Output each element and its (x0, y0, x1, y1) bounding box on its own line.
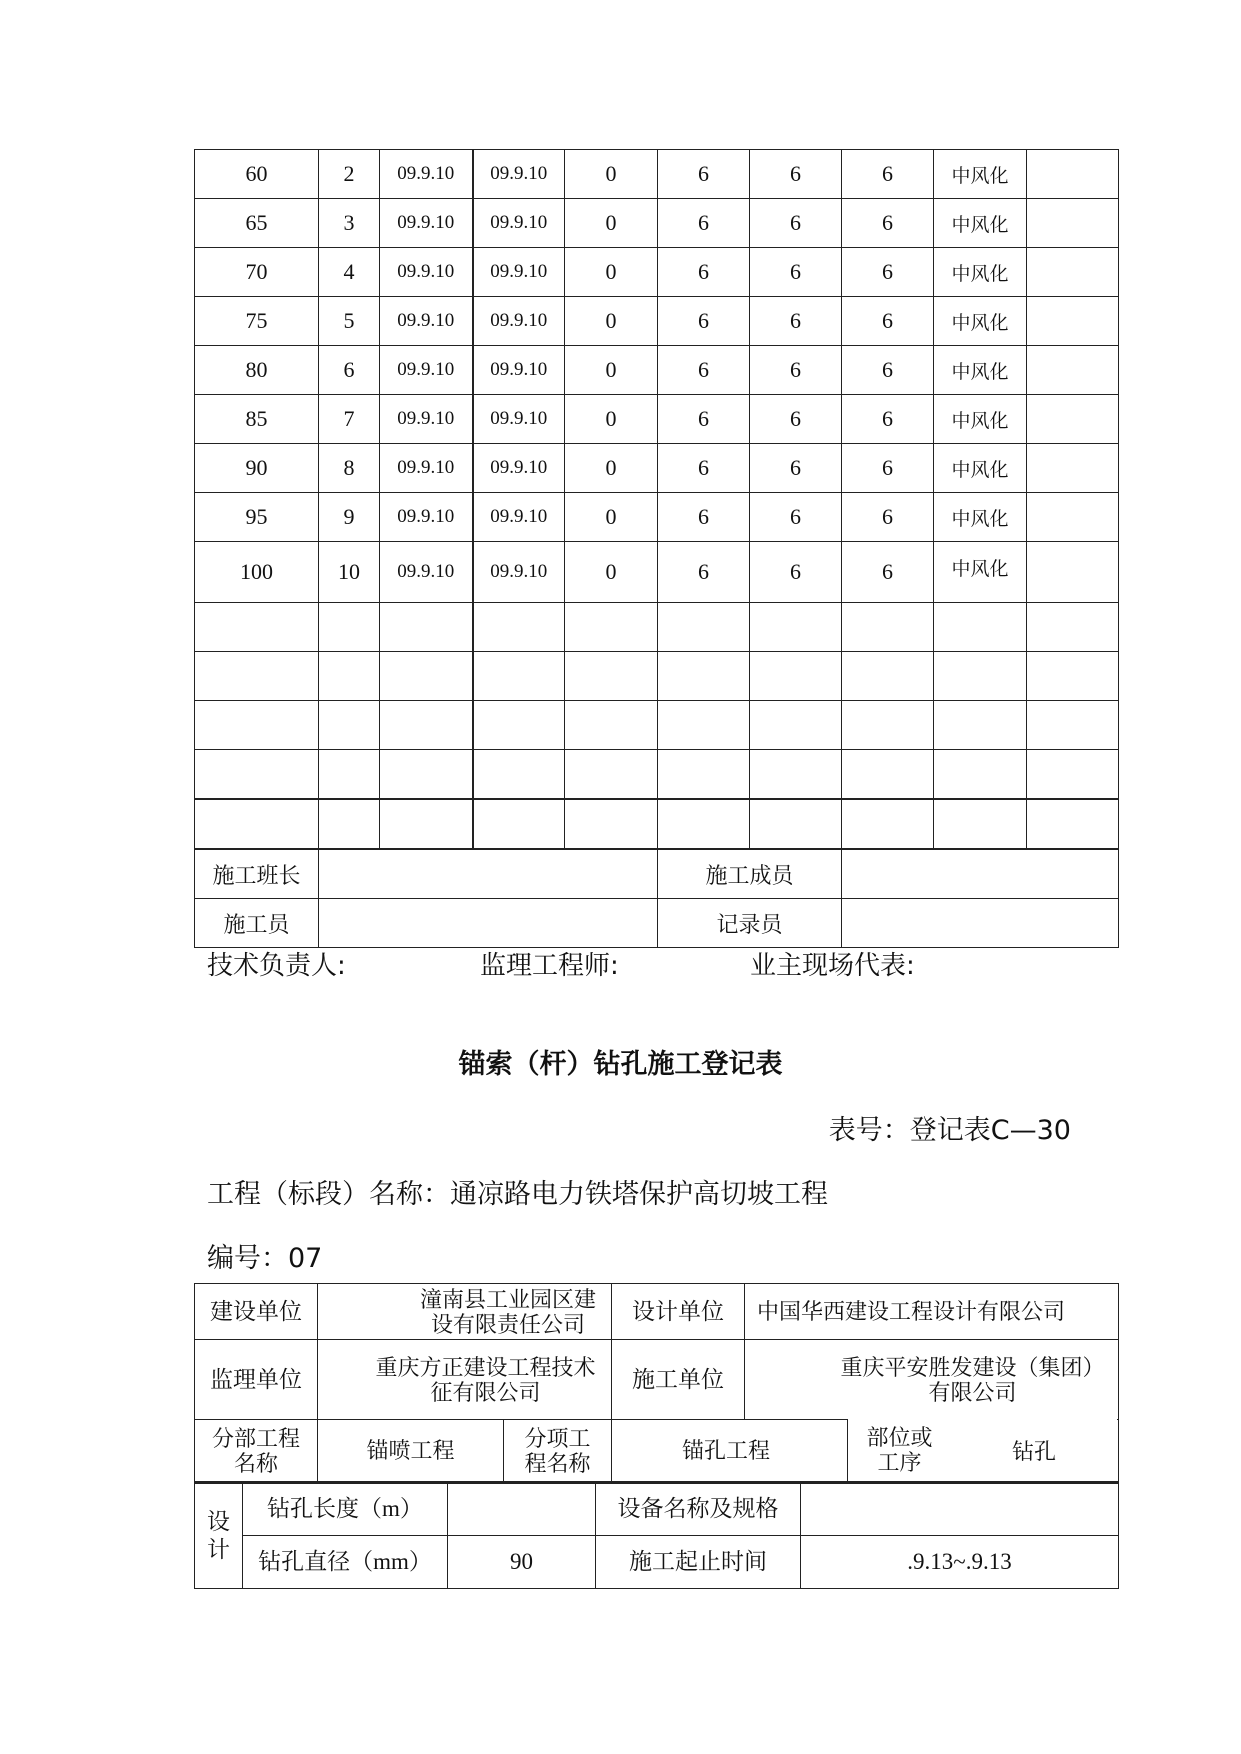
cell-col-5: 0 (565, 493, 658, 542)
cell-hole-no: 8 (319, 444, 380, 493)
cell-empty (319, 603, 380, 652)
cell-empty (195, 701, 319, 750)
cell-col-7: 6 (750, 444, 842, 493)
cell-depth: 95 (195, 493, 319, 542)
cell-remark (1027, 297, 1119, 346)
team-leader-label: 施工班长 (195, 849, 319, 899)
cell-remark (1027, 150, 1119, 199)
cell-empty (319, 799, 380, 849)
cell-rock-type: 中风化 (934, 150, 1027, 199)
cell-empty (934, 701, 1027, 750)
cell-empty (1027, 799, 1119, 849)
cell-col-8: 6 (842, 150, 934, 199)
footer-row-worker (195, 899, 1119, 948)
log-row (195, 199, 1119, 248)
length-value (448, 1483, 596, 1535)
contractor-value-text: 重庆平安胜发建设（集团）有限公司 (840, 1354, 1105, 1405)
cell-end-date: 09.9.10 (473, 493, 565, 542)
log-row (195, 542, 1119, 603)
period-label: 施工起止时间 (596, 1535, 801, 1588)
design-info-table (194, 1482, 1119, 1589)
serial-number: 编号：07 (207, 1243, 323, 1274)
contractor-value (745, 1340, 1119, 1420)
cell-empty (565, 701, 658, 750)
recorder-value (842, 899, 1119, 948)
cell-rock-type: 中风化 (934, 444, 1027, 493)
cell-end-date: 09.9.10 (473, 297, 565, 346)
cell-empty (934, 603, 1027, 652)
cell-col-7: 6 (750, 493, 842, 542)
cell-empty (565, 652, 658, 701)
worker-value (319, 899, 658, 948)
cell-col-5: 0 (565, 346, 658, 395)
cell-remark (1027, 248, 1119, 297)
cell-rock-type: 中风化 (934, 248, 1027, 297)
cell-col-8: 6 (842, 297, 934, 346)
cell-depth: 60 (195, 150, 319, 199)
drilling-log-table (194, 149, 1119, 948)
cell-empty (934, 750, 1027, 800)
cell-empty (658, 701, 750, 750)
cell-hole-no: 9 (319, 493, 380, 542)
log-row (195, 248, 1119, 297)
cell-end-date: 09.9.10 (473, 395, 565, 444)
cell-hole-no: 10 (319, 542, 380, 603)
cell-empty (195, 603, 319, 652)
cell-depth: 85 (195, 395, 319, 444)
cell-start-date: 09.9.10 (380, 493, 473, 542)
cell-col-7: 6 (750, 150, 842, 199)
design-section-label (195, 1483, 243, 1588)
cell-col-5: 0 (565, 297, 658, 346)
cell-empty (750, 701, 842, 750)
log-row (195, 395, 1119, 444)
cell-remark (1027, 395, 1119, 444)
subitem-label-text: 分项工程名称 (524, 1425, 591, 1476)
cell-depth: 100 (195, 542, 319, 603)
cell-start-date: 09.9.10 (380, 150, 473, 199)
cell-empty (380, 750, 473, 800)
division-label-text: 分部工程名称 (211, 1425, 300, 1476)
cell-col-8: 6 (842, 542, 934, 603)
cell-col-7: 6 (750, 346, 842, 395)
cell-col-7: 6 (750, 542, 842, 603)
cell-hole-no: 2 (319, 150, 380, 199)
team-leader-value (319, 849, 658, 899)
cell-start-date: 09.9.10 (380, 395, 473, 444)
cell-col-6: 6 (658, 150, 750, 199)
cell-col-6: 6 (658, 346, 750, 395)
team-members-value (842, 849, 1119, 899)
log-row (195, 444, 1119, 493)
diameter-label-text: 钻孔直径（mm） (258, 1548, 432, 1574)
cell-empty (842, 799, 934, 849)
builder-value-text: 潼南县工业园区建设有限责任公司 (419, 1286, 596, 1337)
cell-depth: 75 (195, 297, 319, 346)
cell-hole-no: 5 (319, 297, 380, 346)
cell-rock-type: 中风化 (934, 542, 1027, 603)
designer-label: 设计单位 (612, 1284, 745, 1340)
cell-empty (1027, 750, 1119, 800)
recorder-label: 记录员 (658, 899, 842, 948)
cell-empty (319, 701, 380, 750)
cell-empty (565, 603, 658, 652)
cell-remark (1027, 542, 1119, 603)
cell-end-date: 09.9.10 (473, 199, 565, 248)
log-row (195, 493, 1119, 542)
cell-empty (750, 750, 842, 800)
location-label-text: 部位或工序 (866, 1425, 933, 1475)
cell-rock-type: 中风化 (934, 346, 1027, 395)
cell-col-7: 6 (750, 395, 842, 444)
cell-empty (1027, 652, 1119, 701)
cell-empty (195, 799, 319, 849)
log-row-empty (195, 799, 1119, 849)
cell-empty (565, 750, 658, 800)
location-label (847, 1419, 951, 1481)
cell-empty (842, 750, 934, 800)
log-row-empty (195, 701, 1119, 750)
designer-value: 中国华西建设工程设计有限公司 (745, 1284, 1119, 1340)
document-title: 锚索（杆）钻孔施工登记表 (458, 1049, 783, 1080)
cell-end-date: 09.9.10 (473, 346, 565, 395)
contractor-label: 施工单位 (612, 1340, 745, 1420)
subitem-label (504, 1420, 612, 1482)
team-members-label: 施工成员 (658, 849, 842, 899)
tech-lead-label: 技术负责人: (207, 951, 346, 981)
cell-remark (1027, 493, 1119, 542)
cell-empty (319, 750, 380, 800)
cell-empty (380, 652, 473, 701)
cell-empty (658, 799, 750, 849)
cell-col-8: 6 (842, 346, 934, 395)
cell-empty (934, 799, 1027, 849)
subitem-value-text: 锚孔工程 (682, 1438, 771, 1463)
supervisor-value-text: 重庆方正建设工程技术征有限公司 (375, 1354, 596, 1405)
cell-col-5: 0 (565, 150, 658, 199)
builder-label: 建设单位 (195, 1284, 318, 1340)
cell-start-date: 09.9.10 (380, 346, 473, 395)
cell-empty (658, 652, 750, 701)
cell-hole-no: 6 (319, 346, 380, 395)
cell-col-8: 6 (842, 493, 934, 542)
cell-col-7: 6 (750, 297, 842, 346)
cell-col-5: 0 (565, 444, 658, 493)
cell-empty (473, 701, 565, 750)
cell-empty (473, 799, 565, 849)
cell-empty (380, 701, 473, 750)
log-row-empty (195, 750, 1119, 800)
cell-empty (195, 750, 319, 800)
log-row (195, 297, 1119, 346)
period-value: .9.13~.9.13 (801, 1535, 1119, 1588)
worker-label: 施工员 (195, 899, 319, 948)
cell-col-8: 6 (842, 444, 934, 493)
cell-empty (750, 603, 842, 652)
cell-depth: 70 (195, 248, 319, 297)
signature-line (207, 945, 1107, 985)
cell-end-date: 09.9.10 (473, 542, 565, 603)
cell-empty (565, 799, 658, 849)
cell-start-date: 09.9.10 (380, 199, 473, 248)
cell-col-5: 0 (565, 395, 658, 444)
cell-empty (842, 652, 934, 701)
log-row (195, 346, 1119, 395)
cell-empty (934, 652, 1027, 701)
division-value: 锚喷工程 (318, 1420, 504, 1482)
cell-start-date: 09.9.10 (380, 297, 473, 346)
cell-empty (750, 652, 842, 701)
log-row (195, 150, 1119, 199)
cell-remark (1027, 444, 1119, 493)
supervisor-engineer-label: 监理工程师: (480, 951, 619, 981)
equipment-value (801, 1483, 1119, 1535)
cell-empty (380, 799, 473, 849)
cell-col-8: 6 (842, 395, 934, 444)
cell-col-7: 6 (750, 248, 842, 297)
cell-remark (1027, 346, 1119, 395)
cell-start-date: 09.9.10 (380, 542, 473, 603)
cell-rock-type: 中风化 (934, 199, 1027, 248)
cell-empty (473, 652, 565, 701)
cell-col-6: 6 (658, 248, 750, 297)
design-row-diameter (195, 1535, 1119, 1588)
cell-empty (842, 603, 934, 652)
cell-rock-type: 中风化 (934, 395, 1027, 444)
cell-empty (658, 603, 750, 652)
cell-col-5: 0 (565, 542, 658, 603)
cell-end-date: 09.9.10 (473, 150, 565, 199)
cell-depth: 65 (195, 199, 319, 248)
footer-row-leader (195, 849, 1119, 899)
log-row-empty (195, 603, 1119, 652)
division-label (195, 1420, 318, 1482)
cell-col-5: 0 (565, 248, 658, 297)
cell-empty (842, 701, 934, 750)
cell-col-6: 6 (658, 395, 750, 444)
owner-rep-label: 业主现场代表: (750, 951, 915, 981)
cell-col-6: 6 (658, 297, 750, 346)
cell-empty (473, 750, 565, 800)
form-number: 表号：登记表C—30 (828, 1115, 1071, 1146)
drilling-log-footer (195, 849, 1119, 948)
equipment-label: 设备名称及规格 (596, 1483, 801, 1535)
cell-start-date: 09.9.10 (380, 248, 473, 297)
cell-end-date: 09.9.10 (473, 248, 565, 297)
diameter-value: 90 (448, 1535, 596, 1588)
cell-start-date: 09.9.10 (380, 444, 473, 493)
cell-hole-no: 3 (319, 199, 380, 248)
cell-col-7: 6 (750, 199, 842, 248)
cell-end-date: 09.9.10 (473, 444, 565, 493)
cell-rock-type: 中风化 (934, 493, 1027, 542)
design-row-length (195, 1483, 1119, 1535)
cell-empty (750, 799, 842, 849)
cell-col-8: 6 (842, 248, 934, 297)
cell-empty (380, 603, 473, 652)
cell-empty (1027, 603, 1119, 652)
cell-col-6: 6 (658, 199, 750, 248)
cell-depth: 90 (195, 444, 319, 493)
cell-col-6: 6 (658, 542, 750, 603)
project-name: 工程（标段）名称：通凉路电力铁塔保护高切坡工程 (207, 1179, 828, 1210)
info-row-supervisor (195, 1340, 1119, 1420)
cell-empty (658, 750, 750, 800)
builder-value (318, 1284, 612, 1340)
cell-col-6: 6 (658, 444, 750, 493)
cell-hole-no: 4 (319, 248, 380, 297)
cell-col-5: 0 (565, 199, 658, 248)
cell-col-8: 6 (842, 199, 934, 248)
log-row-empty (195, 652, 1119, 701)
drilling-log-body (195, 150, 1119, 850)
cell-empty (319, 652, 380, 701)
cell-empty (1027, 701, 1119, 750)
cell-empty (473, 603, 565, 652)
cell-depth: 80 (195, 346, 319, 395)
cell-rock-type: 中风化 (934, 297, 1027, 346)
supervisor-label: 监理单位 (195, 1340, 318, 1420)
cell-hole-no: 7 (319, 395, 380, 444)
cell-empty (195, 652, 319, 701)
cell-remark (1027, 199, 1119, 248)
length-label: 钻孔长度（m） (243, 1483, 448, 1535)
design-section-text: 设计 (207, 1508, 230, 1562)
location-value: 钻孔 (951, 1419, 1117, 1481)
cell-col-6: 6 (658, 493, 750, 542)
supervisor-value (318, 1340, 612, 1420)
diameter-label (243, 1535, 448, 1588)
info-row-builder (195, 1284, 1119, 1340)
